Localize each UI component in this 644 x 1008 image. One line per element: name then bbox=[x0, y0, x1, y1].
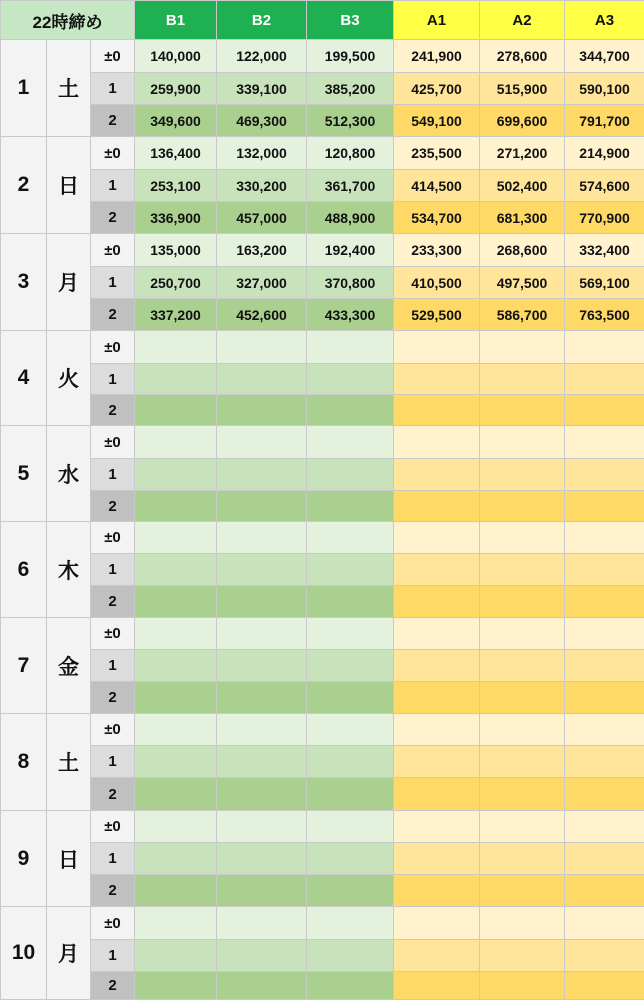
cell-a1[interactable]: 534,700 bbox=[394, 202, 480, 234]
cell-a2[interactable]: 586,700 bbox=[480, 299, 565, 331]
cell-a1[interactable] bbox=[394, 395, 480, 426]
table-row bbox=[1, 875, 644, 907]
cell-a3[interactable] bbox=[565, 618, 644, 650]
cell-b3[interactable] bbox=[307, 426, 394, 459]
cell-a3[interactable]: 770,900 bbox=[565, 202, 644, 234]
cell-b1[interactable]: 253,100 bbox=[135, 170, 217, 202]
cell-a2[interactable] bbox=[480, 843, 565, 875]
cell-b3[interactable]: 199,500 bbox=[307, 40, 394, 73]
cell-a3[interactable]: 214,900 bbox=[565, 137, 644, 170]
offset-label[interactable]: 1 bbox=[91, 364, 135, 395]
cell-a3[interactable]: 763,500 bbox=[565, 299, 644, 331]
table-row bbox=[1, 714, 644, 746]
cell-a2[interactable]: 268,600 bbox=[480, 234, 565, 267]
cell-a1[interactable] bbox=[394, 426, 480, 459]
column-header-a1[interactable]: A1 bbox=[394, 1, 480, 40]
cell-b3[interactable] bbox=[307, 875, 394, 907]
weekday-label[interactable]: 火 bbox=[47, 331, 91, 426]
offset-label[interactable]: 2 bbox=[91, 299, 135, 331]
offset-label[interactable]: 1 bbox=[91, 554, 135, 586]
cell-a1[interactable]: 425,700 bbox=[394, 73, 480, 105]
cell-a2[interactable] bbox=[480, 426, 565, 459]
table-row bbox=[1, 650, 644, 682]
cell-a2[interactable] bbox=[480, 682, 565, 714]
cell-a3[interactable] bbox=[565, 554, 644, 586]
cell-b3[interactable] bbox=[307, 364, 394, 395]
cell-a2[interactable] bbox=[480, 972, 565, 1000]
offset-label[interactable]: ±0 bbox=[91, 714, 135, 746]
table-row bbox=[1, 972, 644, 1000]
cell-b2[interactable]: 457,000 bbox=[217, 202, 307, 234]
cell-a3[interactable] bbox=[565, 364, 644, 395]
cell-a2[interactable] bbox=[480, 586, 565, 618]
cell-b2[interactable] bbox=[217, 618, 307, 650]
cell-b1[interactable] bbox=[135, 875, 217, 907]
table-row bbox=[1, 746, 644, 778]
weekday-label[interactable]: 月 bbox=[47, 907, 91, 1000]
cell-b1[interactable]: 135,000 bbox=[135, 234, 217, 267]
cell-a1[interactable] bbox=[394, 586, 480, 618]
offset-label[interactable]: 1 bbox=[91, 459, 135, 491]
cell-a3[interactable] bbox=[565, 746, 644, 778]
cell-b3[interactable] bbox=[307, 714, 394, 746]
cell-b1[interactable] bbox=[135, 907, 217, 940]
cell-b2[interactable] bbox=[217, 714, 307, 746]
cell-b2[interactable] bbox=[217, 522, 307, 554]
offset-label[interactable]: 1 bbox=[91, 843, 135, 875]
weekday-label[interactable]: 土 bbox=[47, 714, 91, 811]
weekday-label[interactable]: 土 bbox=[47, 40, 91, 137]
cell-b2[interactable] bbox=[217, 426, 307, 459]
cell-b3[interactable] bbox=[307, 586, 394, 618]
cell-b3[interactable]: 192,400 bbox=[307, 234, 394, 267]
cell-a3[interactable] bbox=[565, 650, 644, 682]
offset-label[interactable]: ±0 bbox=[91, 811, 135, 843]
cell-a1[interactable] bbox=[394, 554, 480, 586]
cell-b3[interactable] bbox=[307, 682, 394, 714]
offset-label[interactable]: ±0 bbox=[91, 137, 135, 170]
cell-a1[interactable] bbox=[394, 875, 480, 907]
cell-b2[interactable] bbox=[217, 843, 307, 875]
cell-b1[interactable] bbox=[135, 940, 217, 972]
table-row bbox=[1, 395, 644, 426]
cell-b1[interactable]: 140,000 bbox=[135, 40, 217, 73]
cell-b1[interactable] bbox=[135, 586, 217, 618]
cell-b1[interactable] bbox=[135, 459, 217, 491]
cell-b3[interactable] bbox=[307, 618, 394, 650]
column-header-a2[interactable]: A2 bbox=[480, 1, 565, 40]
cell-a1[interactable] bbox=[394, 714, 480, 746]
cell-a3[interactable] bbox=[565, 586, 644, 618]
cell-a3[interactable] bbox=[565, 940, 644, 972]
column-header-a3[interactable]: A3 bbox=[565, 1, 644, 40]
header-row bbox=[1, 1, 644, 40]
cell-b3[interactable] bbox=[307, 331, 394, 364]
cell-a3[interactable] bbox=[565, 875, 644, 907]
cell-b2[interactable] bbox=[217, 491, 307, 522]
column-header-b3[interactable]: B3 bbox=[307, 1, 394, 40]
cell-a2[interactable] bbox=[480, 395, 565, 426]
cell-b2[interactable] bbox=[217, 554, 307, 586]
cell-b1[interactable] bbox=[135, 426, 217, 459]
cell-a1[interactable]: 241,900 bbox=[394, 40, 480, 73]
cell-a1[interactable] bbox=[394, 331, 480, 364]
cell-b2[interactable]: 163,200 bbox=[217, 234, 307, 267]
day-number[interactable]: 2 bbox=[1, 137, 47, 234]
cell-b1[interactable] bbox=[135, 650, 217, 682]
offset-label[interactable]: 1 bbox=[91, 170, 135, 202]
table-row bbox=[1, 299, 644, 331]
table-row bbox=[1, 202, 644, 234]
offset-label[interactable]: 2 bbox=[91, 972, 135, 1000]
cell-a2[interactable] bbox=[480, 364, 565, 395]
cell-b3[interactable] bbox=[307, 491, 394, 522]
table-row bbox=[1, 907, 644, 940]
table-row bbox=[1, 170, 644, 202]
cell-a3[interactable] bbox=[565, 843, 644, 875]
weekday-label[interactable]: 日 bbox=[47, 137, 91, 234]
cell-b1[interactable] bbox=[135, 843, 217, 875]
cell-a3[interactable] bbox=[565, 907, 644, 940]
cell-b1[interactable] bbox=[135, 682, 217, 714]
cell-a2[interactable] bbox=[480, 778, 565, 811]
offset-label[interactable]: 2 bbox=[91, 395, 135, 426]
offset-label[interactable]: ±0 bbox=[91, 618, 135, 650]
cell-a3[interactable]: 590,100 bbox=[565, 73, 644, 105]
cell-a1[interactable] bbox=[394, 907, 480, 940]
cell-a2[interactable]: 515,900 bbox=[480, 73, 565, 105]
table-row bbox=[1, 137, 644, 170]
cell-b2[interactable]: 122,000 bbox=[217, 40, 307, 73]
column-header-b2[interactable]: B2 bbox=[217, 1, 307, 40]
cell-a3[interactable]: 574,600 bbox=[565, 170, 644, 202]
cell-a2[interactable] bbox=[480, 554, 565, 586]
cell-a3[interactable]: 344,700 bbox=[565, 40, 644, 73]
cell-b3[interactable]: 370,800 bbox=[307, 267, 394, 299]
cell-b1[interactable]: 349,600 bbox=[135, 105, 217, 137]
cell-b2[interactable] bbox=[217, 331, 307, 364]
cell-a2[interactable]: 271,200 bbox=[480, 137, 565, 170]
weekday-label[interactable]: 水 bbox=[47, 426, 91, 522]
cell-b3[interactable] bbox=[307, 811, 394, 843]
cell-b1[interactable]: 259,900 bbox=[135, 73, 217, 105]
weekday-label[interactable]: 金 bbox=[47, 618, 91, 714]
cell-b2[interactable] bbox=[217, 940, 307, 972]
weekday-label[interactable]: 月 bbox=[47, 234, 91, 331]
table-row bbox=[1, 364, 644, 395]
cell-b2[interactable] bbox=[217, 364, 307, 395]
cell-b1[interactable] bbox=[135, 778, 217, 811]
day-number[interactable]: 7 bbox=[1, 618, 47, 714]
table-row bbox=[1, 811, 644, 843]
offset-label[interactable]: 1 bbox=[91, 746, 135, 778]
offset-label[interactable]: ±0 bbox=[91, 331, 135, 364]
offset-label[interactable]: 1 bbox=[91, 650, 135, 682]
table-row bbox=[1, 426, 644, 459]
cell-a2[interactable] bbox=[480, 331, 565, 364]
cell-b2[interactable] bbox=[217, 395, 307, 426]
offset-label[interactable]: 2 bbox=[91, 778, 135, 811]
day-number[interactable]: 4 bbox=[1, 331, 47, 426]
cell-a3[interactable] bbox=[565, 395, 644, 426]
table-row bbox=[1, 234, 644, 267]
cell-a1[interactable] bbox=[394, 491, 480, 522]
cell-b2[interactable] bbox=[217, 459, 307, 491]
cell-b2[interactable]: 330,200 bbox=[217, 170, 307, 202]
cell-a1[interactable] bbox=[394, 811, 480, 843]
day-number[interactable]: 9 bbox=[1, 811, 47, 907]
cell-a1[interactable] bbox=[394, 522, 480, 554]
cell-a1[interactable] bbox=[394, 746, 480, 778]
cell-b3[interactable] bbox=[307, 395, 394, 426]
cell-b2[interactable]: 469,300 bbox=[217, 105, 307, 137]
table-row bbox=[1, 682, 644, 714]
day-number[interactable]: 10 bbox=[1, 907, 47, 1000]
day-number[interactable]: 1 bbox=[1, 40, 47, 137]
cell-b1[interactable] bbox=[135, 491, 217, 522]
cell-a3[interactable] bbox=[565, 426, 644, 459]
cell-b3[interactable] bbox=[307, 907, 394, 940]
corner-label: 22時締め bbox=[1, 1, 135, 40]
cell-a2[interactable] bbox=[480, 907, 565, 940]
cell-a2[interactable] bbox=[480, 940, 565, 972]
cell-a3[interactable] bbox=[565, 459, 644, 491]
cell-b1[interactable] bbox=[135, 746, 217, 778]
cell-b2[interactable] bbox=[217, 972, 307, 1000]
cell-b1[interactable] bbox=[135, 714, 217, 746]
offset-label[interactable]: 2 bbox=[91, 875, 135, 907]
cell-b2[interactable] bbox=[217, 586, 307, 618]
cell-a3[interactable] bbox=[565, 682, 644, 714]
table-row bbox=[1, 40, 644, 73]
cell-a1[interactable] bbox=[394, 682, 480, 714]
cell-b2[interactable] bbox=[217, 650, 307, 682]
offset-label[interactable]: 2 bbox=[91, 105, 135, 137]
cell-b3[interactable] bbox=[307, 650, 394, 682]
cell-b3[interactable] bbox=[307, 459, 394, 491]
table-row bbox=[1, 105, 644, 137]
cell-b1[interactable] bbox=[135, 972, 217, 1000]
cell-b1[interactable]: 136,400 bbox=[135, 137, 217, 170]
table-row bbox=[1, 491, 644, 522]
day-number[interactable]: 6 bbox=[1, 522, 47, 618]
cell-a1[interactable] bbox=[394, 618, 480, 650]
table-row bbox=[1, 843, 644, 875]
cell-b2[interactable] bbox=[217, 907, 307, 940]
cell-b1[interactable]: 336,900 bbox=[135, 202, 217, 234]
cell-b3[interactable] bbox=[307, 778, 394, 811]
cell-b3[interactable] bbox=[307, 522, 394, 554]
cell-a1[interactable]: 410,500 bbox=[394, 267, 480, 299]
cell-a2[interactable] bbox=[480, 746, 565, 778]
offset-label[interactable]: ±0 bbox=[91, 40, 135, 73]
cell-a3[interactable] bbox=[565, 972, 644, 1000]
offset-label[interactable]: 2 bbox=[91, 586, 135, 618]
cell-a1[interactable] bbox=[394, 778, 480, 811]
cell-b1[interactable] bbox=[135, 554, 217, 586]
table-row bbox=[1, 940, 644, 972]
day-number[interactable]: 3 bbox=[1, 234, 47, 331]
cell-b1[interactable] bbox=[135, 618, 217, 650]
cell-a2[interactable] bbox=[480, 459, 565, 491]
offset-label[interactable]: 1 bbox=[91, 940, 135, 972]
table-row bbox=[1, 267, 644, 299]
cell-a1[interactable] bbox=[394, 459, 480, 491]
cell-a3[interactable]: 332,400 bbox=[565, 234, 644, 267]
table-row bbox=[1, 522, 644, 554]
cell-b2[interactable]: 327,000 bbox=[217, 267, 307, 299]
cell-b3[interactable]: 385,200 bbox=[307, 73, 394, 105]
cell-a2[interactable] bbox=[480, 618, 565, 650]
table-row bbox=[1, 586, 644, 618]
cell-b3[interactable]: 488,900 bbox=[307, 202, 394, 234]
cell-a2[interactable]: 497,500 bbox=[480, 267, 565, 299]
cell-a3[interactable]: 569,100 bbox=[565, 267, 644, 299]
cell-a2[interactable]: 502,400 bbox=[480, 170, 565, 202]
cell-a1[interactable] bbox=[394, 940, 480, 972]
cell-a1[interactable] bbox=[394, 650, 480, 682]
offset-label[interactable]: 1 bbox=[91, 73, 135, 105]
offset-label[interactable]: 2 bbox=[91, 202, 135, 234]
cell-b3[interactable]: 361,700 bbox=[307, 170, 394, 202]
cell-a3[interactable] bbox=[565, 714, 644, 746]
cell-b2[interactable] bbox=[217, 778, 307, 811]
cell-b3[interactable] bbox=[307, 746, 394, 778]
cell-b2[interactable] bbox=[217, 811, 307, 843]
cell-a3[interactable] bbox=[565, 778, 644, 811]
cell-a1[interactable] bbox=[394, 364, 480, 395]
table-row bbox=[1, 459, 644, 491]
cell-b3[interactable] bbox=[307, 843, 394, 875]
cell-a2[interactable] bbox=[480, 650, 565, 682]
day-number[interactable]: 5 bbox=[1, 426, 47, 522]
weekday-label[interactable]: 日 bbox=[47, 811, 91, 907]
cell-a1[interactable]: 549,100 bbox=[394, 105, 480, 137]
offset-label[interactable]: ±0 bbox=[91, 426, 135, 459]
cell-b2[interactable]: 452,600 bbox=[217, 299, 307, 331]
cell-a2[interactable] bbox=[480, 875, 565, 907]
cell-a2[interactable]: 278,600 bbox=[480, 40, 565, 73]
cell-a2[interactable] bbox=[480, 522, 565, 554]
cell-b1[interactable]: 250,700 bbox=[135, 267, 217, 299]
cell-b2[interactable]: 132,000 bbox=[217, 137, 307, 170]
offset-label[interactable]: 1 bbox=[91, 267, 135, 299]
cell-b2[interactable] bbox=[217, 875, 307, 907]
cell-a1[interactable]: 235,500 bbox=[394, 137, 480, 170]
cell-a2[interactable] bbox=[480, 491, 565, 522]
cell-b2[interactable] bbox=[217, 682, 307, 714]
offset-label[interactable]: 2 bbox=[91, 491, 135, 522]
cell-b3[interactable]: 120,800 bbox=[307, 137, 394, 170]
cell-a3[interactable]: 791,700 bbox=[565, 105, 644, 137]
cell-b1[interactable]: 337,200 bbox=[135, 299, 217, 331]
cell-a2[interactable]: 681,300 bbox=[480, 202, 565, 234]
cell-b1[interactable] bbox=[135, 522, 217, 554]
cell-a1[interactable]: 529,500 bbox=[394, 299, 480, 331]
cell-a1[interactable] bbox=[394, 843, 480, 875]
cell-b3[interactable] bbox=[307, 554, 394, 586]
table-row bbox=[1, 331, 644, 364]
column-header-b1[interactable]: B1 bbox=[135, 1, 217, 40]
cell-b1[interactable] bbox=[135, 395, 217, 426]
cell-a2[interactable]: 699,600 bbox=[480, 105, 565, 137]
cell-b1[interactable] bbox=[135, 364, 217, 395]
table-row bbox=[1, 778, 644, 811]
offset-label[interactable]: ±0 bbox=[91, 907, 135, 940]
table-row bbox=[1, 554, 644, 586]
cell-a3[interactable] bbox=[565, 811, 644, 843]
cell-b1[interactable] bbox=[135, 331, 217, 364]
table-row bbox=[1, 618, 644, 650]
cell-a1[interactable] bbox=[394, 972, 480, 1000]
cell-b3[interactable]: 512,300 bbox=[307, 105, 394, 137]
cell-a3[interactable] bbox=[565, 331, 644, 364]
cell-b3[interactable] bbox=[307, 940, 394, 972]
cell-b3[interactable] bbox=[307, 972, 394, 1000]
cell-b2[interactable]: 339,100 bbox=[217, 73, 307, 105]
cell-a2[interactable] bbox=[480, 714, 565, 746]
cell-b2[interactable] bbox=[217, 746, 307, 778]
cell-a3[interactable] bbox=[565, 522, 644, 554]
day-number[interactable]: 8 bbox=[1, 714, 47, 811]
cell-a1[interactable]: 414,500 bbox=[394, 170, 480, 202]
offset-label[interactable]: ±0 bbox=[91, 234, 135, 267]
cell-b1[interactable] bbox=[135, 811, 217, 843]
table-row bbox=[1, 73, 644, 105]
cell-b3[interactable]: 433,300 bbox=[307, 299, 394, 331]
weekday-label[interactable]: 木 bbox=[47, 522, 91, 618]
cell-a3[interactable] bbox=[565, 491, 644, 522]
cell-a2[interactable] bbox=[480, 811, 565, 843]
offset-label[interactable]: ±0 bbox=[91, 522, 135, 554]
cell-a1[interactable]: 233,300 bbox=[394, 234, 480, 267]
offset-label[interactable]: 2 bbox=[91, 682, 135, 714]
